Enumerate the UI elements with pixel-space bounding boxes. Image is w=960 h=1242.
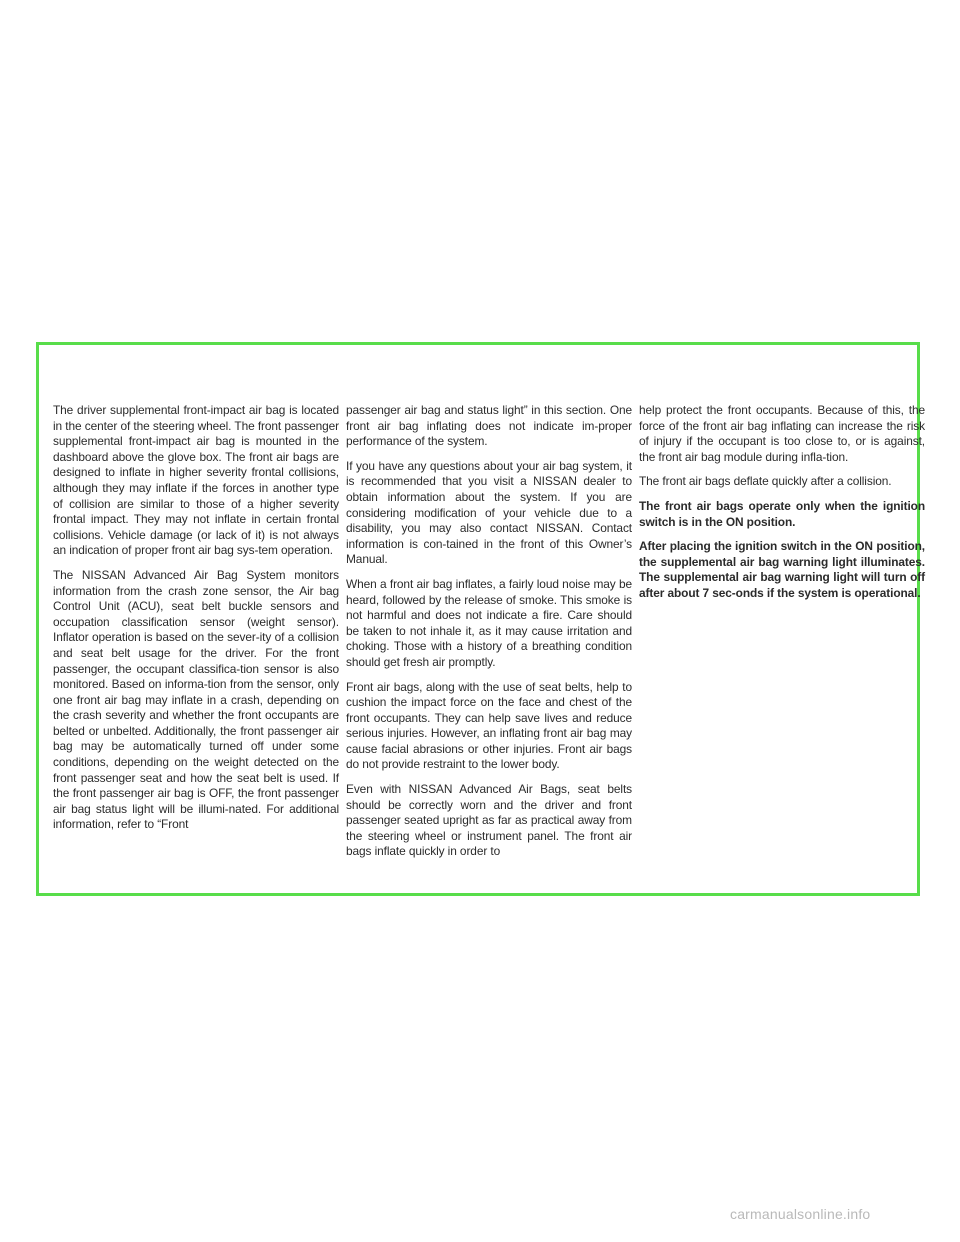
warning-paragraph: The front air bags operate only when the ignition switch is in the ON position.	[639, 498, 925, 529]
paragraph: Front air bags, along with the use of seat belts, help to cushion the impact force on the face and chest of the front occupants. They can help save lives and reduce serious injuries. However, an inflating front air bag may cause facial abrasions or other injuries. Front air bags do not provide restraint to the lower body.	[346, 679, 632, 772]
text-column-2	[346, 403, 632, 869]
paragraph: The driver supplemental front-impact air bag is located in the center of the steering wheel. The front passenger supplemental front-impact air bag is mounted in the dashboard above the glove box. The front air bags are designed to inflate in higher severity frontal collisions, although they may inflate if the forces in another type of collision are similar to those of a higher severity frontal impact. They may not inflate in certain frontal collisions. Vehicle damage (or lack of it) is not always an indication of proper front air bag sys-tem operation.	[53, 403, 339, 558]
paragraph: When a front air bag inflates, a fairly loud noise may be heard, followed by the release of smoke. This smoke is not harmful and does not indicate a fire. Care should be taken to not inhale it, as it may cause irritation and choking. Those with a history of a breathing condition should get fresh air promptly.	[346, 576, 632, 669]
text-column-3	[639, 403, 925, 611]
paragraph: The NISSAN Advanced Air Bag System monitors information from the crash zone sensor, the Air bag Control Unit (ACU), seat belt buckle sensors and occupation classification sensor (weight sensor). Inflator operation is based on the sever-ity of a collision and seat belt usage for the driver. For the front passenger, the occupant classifica-tion sensor is also monitored. Based on informa-tion from the sensor, only one front air bag may inflate in a crash, depending on the crash severity and whether the front occupants are belted or unbelted. Additionally, the front passenger air bag may be automatically turned off under some conditions, depending on the weight detected on the front passenger seat and how the seat belt is used. If the front passenger air bag is OFF, the front passenger air bag status light will be illumi-nated. For additional information, refer to “Front	[53, 567, 339, 832]
paragraph: help protect the front occupants. Because of this, the force of the front air bag inflating can increase the risk of injury if the occupant is too close to, or is against, the front air bag module during infla-tion.	[639, 403, 925, 464]
paragraph: Even with NISSAN Advanced Air Bags, seat belts should be correctly worn and the driver and front passenger seated upright as far as practical away from the steering wheel or instrument panel. The front air bags inflate quickly in order to	[346, 782, 632, 859]
warning-paragraph: After placing the ignition switch in the ON position, the supplemental air bag warning light illuminates. The supplemental air bag warning light will turn off after about 7 sec-onds if the system is operational.	[639, 539, 925, 600]
text-column-1	[53, 403, 339, 842]
watermark-link[interactable]: carmanualsonline.info	[730, 1206, 871, 1222]
paragraph: The front air bags deflate quickly after a collision.	[639, 474, 892, 489]
paragraph: If you have any questions about your air bag system, it is recommended that you visit a NISSAN dealer to obtain information about the system. If you are considering modification of your vehicle due to a disability, you may also contact NISSAN. Contact information is con-tained in the front of this Owner’s Manual.	[346, 458, 632, 567]
paragraph: passenger air bag and status light” in this section. One front air bag inflating does not indicate im-proper performance of the system.	[346, 403, 632, 449]
